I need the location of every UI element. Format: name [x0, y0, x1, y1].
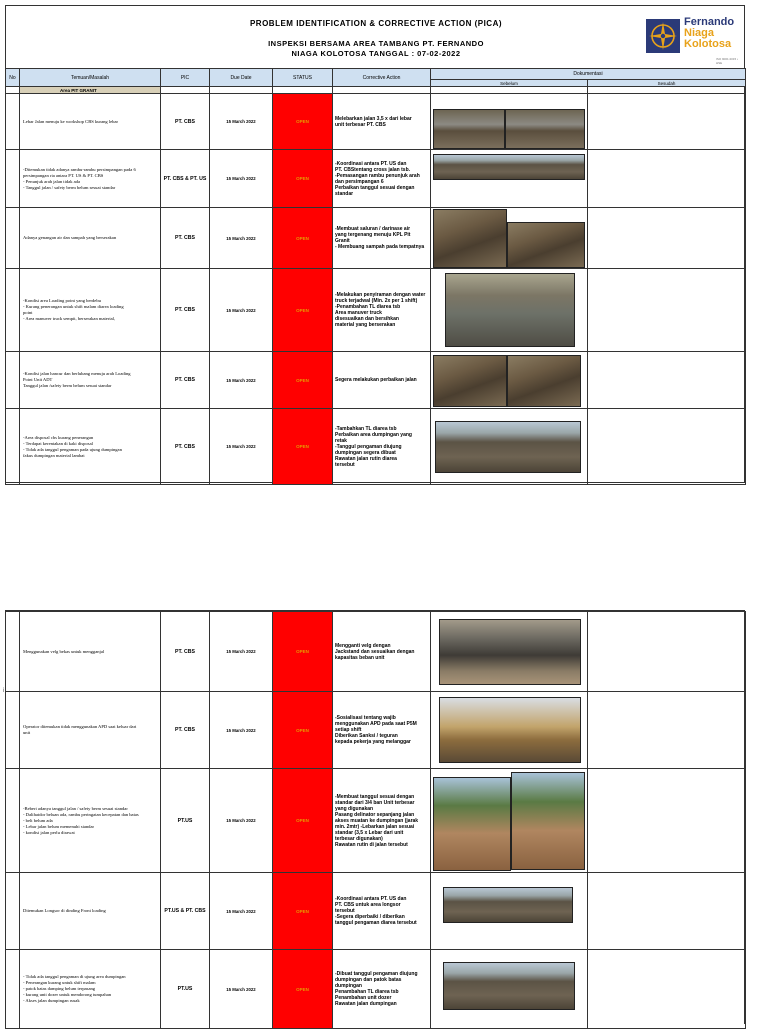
due-date-cell: 15 March 2022 [210, 150, 273, 208]
due-date-cell: 15 March 2022 [210, 692, 273, 769]
text-line: tersebut [335, 461, 355, 468]
text-line: Area manuver truck [335, 310, 382, 316]
documentation-before-cell [431, 409, 588, 485]
text-line: Penambahan unit dozer [335, 995, 392, 1001]
text-line: truck terjadwal (Min. 2x per 1 shift) [335, 298, 418, 304]
row-number-cell [6, 94, 20, 150]
status-cell: OPEN [273, 208, 333, 269]
pic-cell: PT. CBS [161, 692, 210, 769]
text-line: dumpingan [335, 983, 362, 989]
corrective-action-cell [333, 269, 431, 352]
documentation-before-cell [431, 208, 588, 269]
text-line: -Tanggul pengaman diujung [335, 443, 402, 450]
text-line: - kondisi jalan perlu dirawat [23, 829, 75, 835]
text-line: dumpingan dan patok batas [335, 977, 402, 983]
col-header-finding: Temuan/Masalah [20, 69, 161, 87]
documentation-before-cell [431, 950, 588, 1029]
text-line: -Pemasangan rambu penunjuk arah [335, 172, 420, 179]
due-date-cell: 15 March 2022 [210, 950, 273, 1029]
col-header-pic: PIC [161, 69, 210, 87]
col-header-status: STATUS [273, 69, 333, 87]
text-line: -Kondisi jalan hancur dan berlubang menuju arah Loading [23, 371, 131, 376]
pica-page-1 [5, 5, 745, 483]
status-cell: OPEN [273, 769, 333, 873]
table-row [6, 769, 746, 873]
text-line: - kurang unit dozer untuk mendorong tumpahan [23, 992, 112, 997]
site-photo [433, 777, 511, 871]
text-line: kapasitas beban unit [335, 654, 385, 661]
table-row [6, 269, 746, 352]
documentation-after-cell [588, 692, 746, 769]
text-line: point [23, 310, 33, 315]
text-line: Segera melakukan perbaikan jalan [335, 377, 417, 383]
documentation-after-cell [588, 208, 746, 269]
due-date-cell: 15 March 2022 [210, 769, 273, 873]
documentation-after-cell [588, 150, 746, 208]
documentation-after-cell [588, 94, 746, 150]
pic-cell: PT.US & PT. CBS [161, 873, 210, 950]
pic-cell: PT. CBS [161, 269, 210, 352]
status-cell: OPEN [273, 352, 333, 409]
due-date-cell: 15 March 2022 [210, 94, 273, 150]
text-line: Mengganti velg dengan [335, 642, 391, 649]
text-line: Perbaikan area dumpingan yang [335, 431, 412, 438]
text-line: Menggunakan velg bekas untuk mengganjal [23, 648, 105, 654]
table-row [6, 94, 746, 150]
status-cell: OPEN [273, 269, 333, 352]
col-header-before: Sebelum [431, 80, 588, 87]
site-photo [439, 697, 581, 763]
table-row [6, 873, 746, 950]
row-number-cell [6, 873, 20, 950]
text-line: Jackstand dan sesuaikan dengan [335, 648, 415, 655]
text-line: PT. CBS untuk area longsor [335, 902, 401, 908]
finding-cell [20, 692, 161, 769]
row-number-cell [6, 150, 20, 208]
text-line: -Ditemukan tidak adanya rambu-rambu persimpangan pada 6 [23, 166, 136, 172]
text-line: - Tidak ada tanggul pengaman pada ujung dumpingan [23, 446, 122, 452]
corrective-action-cell [333, 409, 431, 485]
text-line: fakus dumpingan material lambat [23, 452, 85, 458]
site-photo [507, 355, 581, 407]
text-line: tersebut [335, 908, 355, 914]
documentation-after-cell [588, 873, 746, 950]
pic-cell: PT. CBS [161, 612, 210, 692]
corrective-action-cell [333, 208, 431, 269]
text-line: disesuaikan dan bersihkan [335, 316, 399, 322]
table-row [6, 352, 746, 409]
text-line: PT. CBStentang cross jalan tsb. [335, 166, 411, 173]
text-line: terbesar digunakan) [335, 835, 383, 842]
due-date-cell: 15 March 2022 [210, 352, 273, 409]
text-line: -Membuat saluran / darinase air [335, 226, 411, 232]
site-photo [505, 109, 585, 149]
text-line: standar [335, 190, 354, 197]
due-date-cell: 15 March 2022 [210, 269, 273, 352]
text-line: - Penerangan kurang untuk shift malam [23, 980, 96, 985]
text-line: -Koordinasi antara PT. US dan [335, 896, 407, 902]
site-photo [445, 273, 575, 347]
status-cell: OPEN [273, 94, 333, 150]
company-logo [646, 17, 742, 63]
status-cell: OPEN [273, 692, 333, 769]
text-line: - Akses jalan dumpingan rusak [23, 998, 80, 1003]
text-line: retak [335, 437, 347, 444]
finding-cell [20, 769, 161, 873]
text-line: Perbaikan tanggul sesuai dengan [335, 184, 415, 191]
text-line: - Membuang sampah pada tempatnya [335, 244, 425, 250]
text-line: -Sosialisasi tentang wajib [335, 715, 396, 721]
pic-cell: PT. CBS [161, 208, 210, 269]
site-photo [433, 355, 507, 407]
documentation-before-cell [431, 692, 588, 769]
documentation-after-cell [588, 409, 746, 485]
table-row [6, 208, 746, 269]
documentation-after-cell [588, 769, 746, 873]
text-line: Granit [335, 238, 350, 244]
pic-cell: PT. CBS [161, 352, 210, 409]
text-line: -Dibuat tanggul pengaman diujung [335, 971, 418, 977]
table-row [6, 950, 746, 1029]
finding-cell [20, 409, 161, 485]
text-line: -Tambahkan TL diarea tsb [335, 425, 397, 432]
text-line: yang digunakan [335, 805, 374, 812]
pica-page-2 [5, 610, 745, 1024]
table-row [6, 612, 746, 692]
row-number-cell [6, 269, 20, 352]
status-cell: OPEN [273, 873, 333, 950]
due-date-cell: 15 March 2022 [210, 409, 273, 485]
text-line: - Terdapat kerentakan di kaki disposal [23, 440, 93, 446]
documentation-after-cell [588, 269, 746, 352]
documentation-after-cell [588, 950, 746, 1029]
text-line: Melebarkan jalan 3,5 x dari lebar [335, 115, 412, 122]
status-cell: OPEN [273, 409, 333, 485]
text-line: - Dalihatdor beluan ada, rambu peringatan kecepatan dan batas [23, 811, 139, 817]
section-label: Area PIT GRANIT [20, 87, 161, 94]
col-header-due-date: Due Date [210, 69, 273, 87]
finding-cell [20, 612, 161, 692]
logo-tagline: ISO 9001:2015 • HSE [716, 57, 739, 65]
site-photo [443, 887, 573, 923]
text-line: standar (3,5 x Lebar dari unit [335, 829, 404, 836]
documentation-before-cell [431, 769, 588, 873]
finding-cell [20, 352, 161, 409]
text-line: - Lebar jalan belum memenuhi standar [23, 823, 95, 829]
corrective-action-cell [333, 612, 431, 692]
corrective-action-cell [333, 94, 431, 150]
finding-cell [20, 950, 161, 1029]
text-line: dan persimpangan 6 [335, 178, 384, 185]
due-date-cell: 15 March 2022 [210, 208, 273, 269]
report-subtitle-line1: INSPEKSI BERSAMA AREA TAMBANG PT. FERNANDO [268, 39, 484, 48]
status-cell: OPEN [273, 612, 333, 692]
col-header-documentation: Dokumentasi [431, 69, 746, 80]
documentation-before-cell [431, 269, 588, 352]
finding-cell [20, 269, 161, 352]
text-line: Operator ditemukan tidak menggunakan APD saat keluar dari [23, 724, 137, 729]
row-number-cell [6, 409, 20, 485]
due-date-cell: 15 March 2022 [210, 873, 273, 950]
text-line: -Koordinasi antara PT. US dan [335, 160, 407, 167]
corrective-action-cell [333, 769, 431, 873]
site-photo [507, 222, 585, 268]
pica-table-page-1 [5, 68, 746, 485]
pic-cell: PT. CBS & PT. US [161, 150, 210, 208]
documentation-before-cell [431, 352, 588, 409]
text-line: akses muatan ke dumpingan (jarak [335, 817, 419, 824]
row-number-cell [6, 769, 20, 873]
table-row [6, 409, 746, 485]
text-line: -Penambahan TL diarea tsb [335, 304, 401, 310]
due-date-cell: 15 March 2022 [210, 612, 273, 692]
col-header-corrective-action: Corrective Action [333, 69, 431, 87]
text-line: Ditemukan Longsor di dinding Front loading [23, 908, 106, 913]
col-header-no: No [6, 69, 20, 87]
text-line: - Kurang penerangan untuk shift malam diarea loading [23, 304, 124, 309]
finding-cell [20, 150, 161, 208]
status-cell: OPEN [273, 950, 333, 1029]
site-photo [511, 772, 585, 870]
compass-rose-icon [646, 19, 680, 53]
pica-table-page-2 [5, 611, 746, 1029]
documentation-after-cell [588, 352, 746, 409]
col-header-after: Sesudah [588, 80, 746, 87]
corrective-action-cell [333, 873, 431, 950]
text-line: -Membuat tanggul sesuai dengan [335, 793, 415, 800]
section-row [6, 87, 746, 94]
text-line: -Segera diperbaiki / diberikan [335, 914, 405, 920]
text-line: Rawatan rutin di jalan tersebut [335, 841, 408, 848]
table-row [6, 692, 746, 769]
site-photo [435, 421, 581, 473]
report-title: PROBLEM IDENTIFICATION & CORRECTIVE ACTION (PICA) [249, 19, 503, 28]
text-line: Lebar Jalan menuju ke workshop CBS kurang lebar [23, 118, 119, 124]
pic-cell: PT. CBS [161, 409, 210, 485]
text-line: tanggul pengaman diarea tersebut [335, 920, 417, 926]
text-line: Penambahan TL diarea tsb [335, 989, 399, 995]
table-row [6, 150, 746, 208]
text-line: Adanya genangan air dan sampah yang berserakan [23, 235, 117, 240]
text-line: Tanggul jalan /safety berm belum sesuai standar [23, 383, 112, 388]
documentation-before-cell [431, 150, 588, 208]
finding-cell [20, 873, 161, 950]
text-line: - Tidak ada tanggul pengaman di ujung area dumpingan [23, 974, 126, 979]
row-number-cell [6, 612, 20, 692]
text-line: kepada pekerja yang melanggar [335, 739, 411, 745]
row-number-cell [6, 950, 20, 1029]
site-photo [433, 109, 505, 149]
text-line: material yang berserakan [335, 322, 396, 328]
corrective-action-cell [333, 950, 431, 1029]
logo-wordmark: Fernando Niaga Kolotosa [684, 16, 735, 50]
text-line: Rawatan jalan rutin diarea [335, 455, 397, 462]
text-line: - Tanggul jalan / safety berm belum sesuai standar [23, 184, 116, 190]
corrective-action-cell [333, 150, 431, 208]
documentation-before-cell [431, 94, 588, 150]
text-line: -Melakukan penyiraman dengan water [335, 292, 426, 298]
documentation-after-cell [588, 612, 746, 692]
text-line: -Kondisi area Loading point yang berdebu [23, 298, 101, 303]
site-photo [433, 154, 585, 180]
pic-cell: PT.US [161, 950, 210, 1029]
text-line: min. 2mtr) -Lebarkan jalan sesuai [335, 823, 415, 830]
status-cell: OPEN [273, 150, 333, 208]
text-line: dumpingan segera dibuat [335, 449, 396, 456]
text-line: unit terbesar PT. CBS [335, 121, 386, 128]
side-marker: i [3, 688, 5, 694]
text-line: - Penunjuk arah jalan tidak ada [23, 178, 81, 184]
text-line: -Area disposal cbs kurang penerangan [23, 434, 94, 440]
text-line: Rawatan jalan dumpingan [335, 1001, 397, 1007]
corrective-action-cell [333, 692, 431, 769]
finding-cell [20, 208, 161, 269]
text-line: persimpangan ria antara PT. US & PT. CBS [23, 172, 104, 178]
documentation-before-cell [431, 873, 588, 950]
row-number-cell [6, 208, 20, 269]
text-line: -Beberi adanya tanggul jalan / safety berm sesuai standar [23, 805, 128, 811]
report-header [6, 6, 744, 69]
text-line: - belt belum ada [23, 817, 53, 823]
text-line: yang tergenang menuju KPL Pit [335, 232, 411, 238]
text-line: Point Unit ADT [23, 377, 53, 382]
site-photo [443, 962, 575, 1010]
documentation-before-cell [431, 612, 588, 692]
corrective-action-cell [333, 352, 431, 409]
site-photo [433, 209, 507, 268]
text-line: Diberikan Sanksi / teguran [335, 733, 398, 739]
text-line: setiap shift [335, 727, 362, 733]
pic-cell: PT. CBS [161, 94, 210, 150]
text-line: Pasang delinator sepanjang jalan [335, 811, 415, 818]
text-line: menggunakan APD pada saat P5M [335, 721, 417, 727]
text-line: - patok batas damping belum terpasang [23, 986, 96, 991]
text-line: standar dari 3/4 ban Unit terbesar [335, 799, 415, 806]
row-number-cell [6, 692, 20, 769]
site-photo [439, 619, 581, 685]
report-subtitle-line2: NIAGA KOLOTOSA TANGGAL : 07-02-2022 [291, 49, 461, 58]
text-line: - Area manuver truck sempit, berserakan material, [23, 316, 116, 321]
text-line: unit [23, 730, 31, 735]
pic-cell: PT.US [161, 769, 210, 873]
row-number-cell [6, 352, 20, 409]
finding-cell [20, 94, 161, 150]
